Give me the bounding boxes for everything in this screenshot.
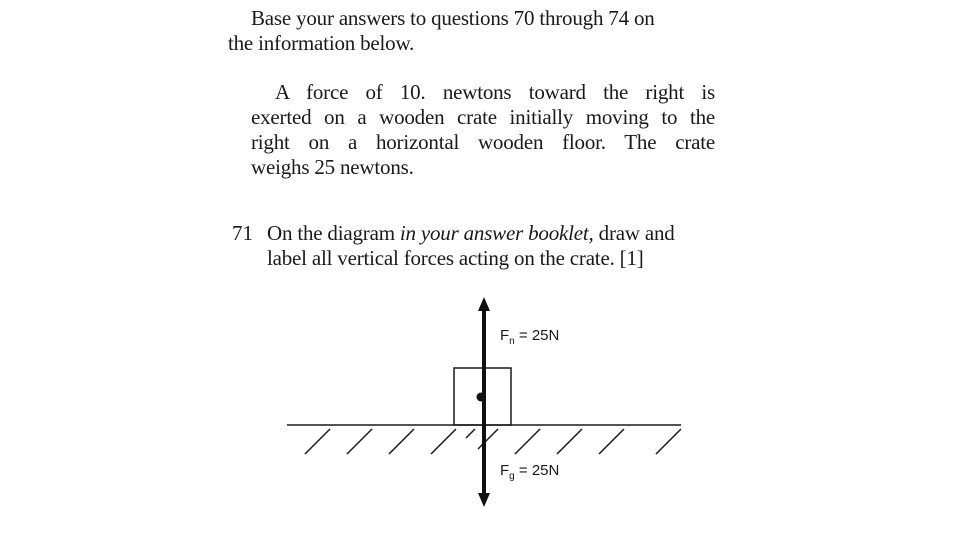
- normal-force-arrowhead: [478, 297, 490, 311]
- question-line-1-post: draw and: [593, 221, 675, 245]
- question-line-1-italic: in your answer booklet,: [399, 221, 594, 245]
- question-line-1-pre: On the diagram: [267, 221, 400, 245]
- intro-line-1: Base your answers to questions 70 through 74 on: [251, 6, 655, 30]
- question-line-2: label all vertical forces acting on the crate. [1]: [267, 246, 644, 270]
- question-number: 71: [232, 221, 253, 245]
- scenario-line-4: weighs 25 newtons.: [251, 155, 414, 179]
- gravity-force-arrowhead: [478, 493, 490, 507]
- normal-force-label: [500, 327, 559, 347]
- floor-hatching: [305, 429, 681, 454]
- scenario-line-1: A force of 10. newtons toward the right is: [275, 80, 715, 104]
- crate-center-dot: [477, 393, 486, 402]
- normal-force-subscript: n: [509, 336, 515, 347]
- gravity-force-symbol: F: [500, 462, 510, 479]
- gravity-force-label: [500, 462, 559, 482]
- normal-force-value: = 25N: [514, 327, 560, 344]
- normal-force-symbol: F: [500, 327, 510, 344]
- gravity-force-subscript: g: [509, 471, 515, 482]
- scenario-line-3: right on a horizontal wooden floor. The crate: [251, 130, 715, 154]
- intro-line-2: the information below.: [228, 31, 415, 55]
- gravity-force-value: = 25N: [514, 462, 560, 479]
- scenario-line-2: exerted on a wooden crate initially moving to the: [251, 105, 715, 129]
